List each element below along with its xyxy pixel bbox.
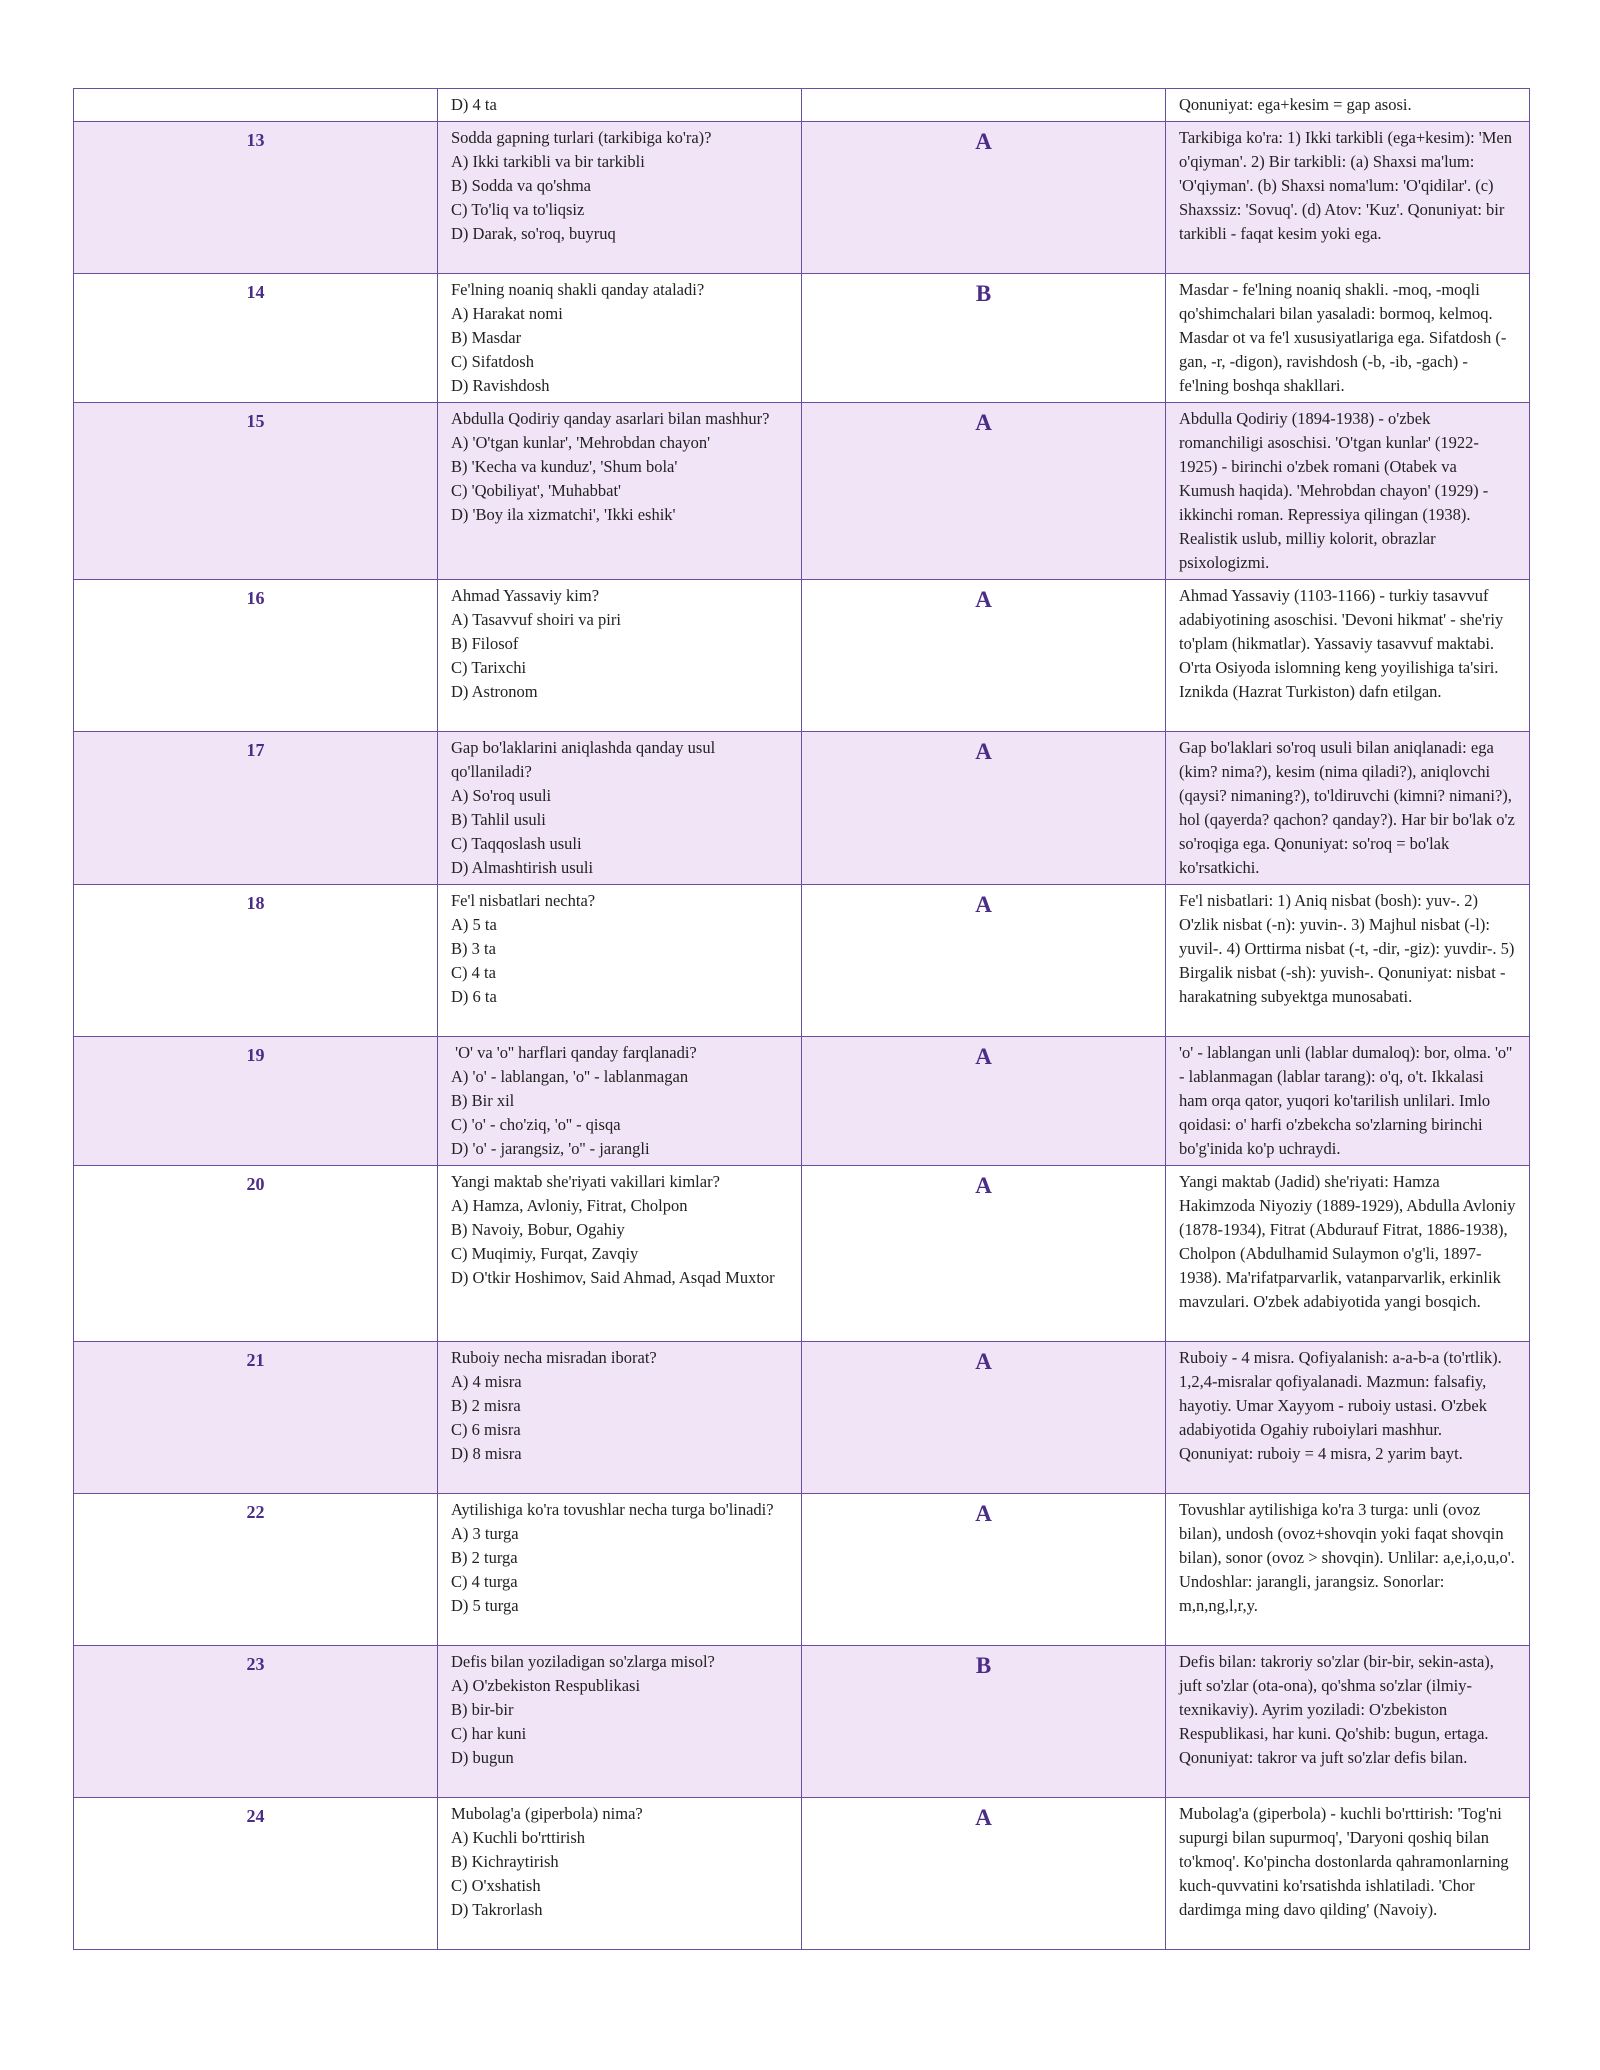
answer-option: A) 3 turga	[451, 1524, 519, 1543]
question-cell	[438, 580, 802, 732]
correct-answer-cell	[802, 1166, 1166, 1342]
answer-option: D) 6 ta	[451, 987, 497, 1006]
question-row	[74, 732, 1530, 885]
answer-option: A) Harakat nomi	[451, 304, 563, 323]
correct-answer-cell	[802, 403, 1166, 580]
question-row	[74, 1342, 1530, 1494]
question-cell	[438, 1342, 802, 1494]
answer-option: D) bugun	[451, 1748, 514, 1767]
answer-option: C) Muqimiy, Furqat, Zavqiy	[451, 1244, 639, 1263]
answer-option: D) 5 turga	[451, 1596, 519, 1615]
correct-answer	[815, 93, 1152, 97]
question-cell	[438, 403, 802, 580]
question-cell	[438, 1798, 802, 1950]
correct-answer: A	[975, 410, 992, 435]
answer-option: A) Hamza, Avloniy, Fitrat, Cholpon	[451, 1196, 688, 1215]
question-number: 14	[246, 282, 265, 302]
question-number: 18	[246, 893, 265, 913]
answer-option: D) 'Boy ila xizmatchi', 'Ikki eshik'	[451, 505, 676, 524]
explanation-text: Tovushlar aytilishiga ko'ra 3 turga: unli (ovoz bilan), undosh (ovoz+shovqin yoki faqat shovqin bilan), sonor (ovoz > shovqin). Unlilar: a,e,i,o,u,o'. Undoshlar: jarangli, jarangsiz. Sonorlar: m,n,ng,l,r,y.	[1179, 1500, 1515, 1615]
explanation-cell	[1166, 89, 1530, 122]
question-number-cell	[74, 1166, 438, 1342]
answer-option: C) Tarixchi	[451, 658, 527, 677]
question-cell	[438, 89, 802, 122]
answer-option: B) 'Kecha va kunduz', 'Shum bola'	[451, 457, 678, 476]
question-number: 15	[246, 411, 265, 431]
question-number: 24	[246, 1806, 265, 1826]
question-number: 23	[246, 1654, 265, 1674]
answer-option: B) bir-bir	[451, 1700, 514, 1719]
explanation-cell	[1166, 274, 1530, 403]
question-cell	[438, 122, 802, 274]
answer-option: A) So'roq usuli	[451, 786, 552, 805]
question-number-cell	[74, 403, 438, 580]
answer-option: D) Darak, so'roq, buyruq	[451, 224, 616, 243]
question-number-cell	[74, 580, 438, 732]
correct-answer: B	[975, 1653, 992, 1678]
answer-option: C) 'Qobiliyat', 'Muhabbat'	[451, 481, 621, 500]
answer-option: C) Taqqoslash usuli	[451, 834, 582, 853]
answer-option: D) Astronom	[451, 682, 538, 701]
explanation-text: Tarkibiga ko'ra: 1) Ikki tarkibli (ega+kesim): 'Men o'qiyman'. 2) Bir tarkibli: (a) Shaxsi ma'lum: 'O'qiyman'. (b) Shaxsi noma'lum: 'O'qidilar'. (c) Shaxssiz: 'Sovuq'. (d) Atov: 'Kuz'. Qonuniyat: bir tarkibli - faqat kesim yoki ega.	[1179, 128, 1512, 243]
explanation-text: Abdulla Qodiriy (1894-1938) - o'zbek romanchiligi asoschisi. 'O'tgan kunlar' (1922-1925) - birinchi o'zbek romani (Otabek va Kumush haqida). 'Mehrobdan chayon' (1929) - ikkinchi roman. Repressiya qilingan (1938). Realistik uslub, milliy kolorit, obrazlar psixologizmi.	[1179, 409, 1489, 572]
answer-option: C) 'o' - cho'ziq, 'o'' - qisqa	[451, 1115, 621, 1134]
correct-answer: A	[975, 1044, 992, 1069]
correct-answer-cell	[802, 122, 1166, 274]
question-row	[74, 403, 1530, 580]
explanation-cell	[1166, 1494, 1530, 1646]
answer-option: D) Takrorlash	[451, 1900, 543, 1919]
explanation-text: Defis bilan: takroriy so'zlar (bir-bir, sekin-asta), juft so'zlar (ota-ona), qo'shma so'zlar (ilmiy-texnikaviy). Ayrim yoziladi: O'zbekiston Respublikasi, har kuni. Qo'shib: bugun, ertaga. Qonuniyat: takror va juft so'zlar defis bilan.	[1179, 1652, 1494, 1767]
answer-option: C) To'liq va to'liqsiz	[451, 200, 585, 219]
question-number-cell	[74, 274, 438, 403]
question-text: Yangi maktab she'riyati vakillari kimlar?	[451, 1172, 720, 1191]
question-cell	[438, 1166, 802, 1342]
correct-answer-cell	[802, 1646, 1166, 1798]
answer-option: A) 5 ta	[451, 915, 497, 934]
answer-option: B) 2 turga	[451, 1548, 518, 1567]
answer-option: D) 4 ta	[451, 95, 497, 114]
question-row	[74, 1166, 1530, 1342]
explanation-cell	[1166, 1166, 1530, 1342]
correct-answer: A	[975, 739, 992, 764]
answer-option: D) 8 misra	[451, 1444, 522, 1463]
correct-answer-cell	[802, 885, 1166, 1037]
correct-answer: A	[975, 1173, 992, 1198]
question-number-cell	[74, 1494, 438, 1646]
answer-option: C) O'xshatish	[451, 1876, 541, 1895]
question-number-cell	[74, 732, 438, 885]
answer-option: B) 2 misra	[451, 1396, 521, 1415]
question-cell	[438, 732, 802, 885]
explanation-text: Ahmad Yassaviy (1103-1166) - turkiy tasavvuf adabiyotining asoschisi. 'Devoni hikmat' - she'riy to'plam (hikmatlar). Yassaviy tasavvuf maktabi. O'rta Osiyoda islomning keng yoyilishiga ta'siri. Iznikda (Hazrat Turkiston) dafn etilgan.	[1179, 586, 1504, 701]
answer-option: B) Sodda va qo'shma	[451, 176, 592, 195]
question-text: Ruboiy necha misradan iborat?	[451, 1348, 657, 1367]
question-cell	[438, 1037, 802, 1166]
answer-option: D) Almashtirish usuli	[451, 858, 594, 877]
correct-answer: A	[975, 587, 992, 612]
answer-option: C) 4 turga	[451, 1572, 518, 1591]
question-text: Abdulla Qodiriy qanday asarlari bilan mashhur?	[451, 409, 770, 428]
answer-option: D) O'tkir Hoshimov, Said Ahmad, Asqad Muxtor	[451, 1268, 775, 1287]
question-number	[87, 93, 424, 95]
question-number-cell	[74, 1037, 438, 1166]
correct-answer: A	[975, 129, 992, 154]
answer-option: A) O'zbekiston Respublikasi	[451, 1676, 641, 1695]
answer-option: A) Kuchli bo'rttirish	[451, 1828, 586, 1847]
answer-option: B) Filosof	[451, 634, 519, 653]
answer-option: A) 4 misra	[451, 1372, 522, 1391]
question-cell	[438, 1494, 802, 1646]
question-number-cell	[74, 122, 438, 274]
question-text: Fe'lning noaniq shakli qanday ataladi?	[451, 280, 705, 299]
question-number: 13	[246, 130, 265, 150]
question-text: Gap bo'laklarini aniqlashda qanday usul qo'llaniladi?	[451, 738, 720, 781]
explanation-text: Mubolag'a (giperbola) - kuchli bo'rttirish: 'Tog'ni supurgi bilan supurmoq', 'Daryoni qoshiq bilan to'kmoq'. Ko'pincha dostonlarda qahramonlarning kuch-quvvatini ko'rsatishda ishlatiladi. 'Chor dardimga ming davo qilding' (Navoiy).	[1179, 1804, 1509, 1919]
answer-option: B) 3 ta	[451, 939, 496, 958]
question-text: Ahmad Yassaviy kim?	[451, 586, 600, 605]
correct-answer-cell	[802, 1037, 1166, 1166]
explanation-cell	[1166, 885, 1530, 1037]
answer-option: B) Bir xil	[451, 1091, 515, 1110]
question-row	[74, 1798, 1530, 1950]
answer-option: B) Masdar	[451, 328, 522, 347]
explanation-cell	[1166, 580, 1530, 732]
correct-answer-cell	[802, 1494, 1166, 1646]
explanation-cell	[1166, 1798, 1530, 1950]
correct-answer-cell	[802, 89, 1166, 122]
question-number: 16	[246, 588, 265, 608]
explanation-text: Fe'l nisbatlari: 1) Aniq nisbat (bosh): yuv-. 2) O'zlik nisbat (-n): yuvin-. 3) Majhul nisbat (-l): yuvil-. 4) Orttirma nisbat (-t, -dir, -giz): yuvdir-. 5) Birgalik nisbat (-sh): yuvish-. Qonuniyat: nisbat - harakatning subyektga munosabati.	[1179, 891, 1515, 1006]
question-text: Mubolag'a (giperbola) nima?	[451, 1804, 643, 1823]
explanation-text: Qonuniyat: ega+kesim = gap asosi.	[1179, 95, 1412, 114]
question-number: 17	[246, 740, 265, 760]
correct-answer-cell	[802, 732, 1166, 885]
correct-answer: A	[975, 892, 992, 917]
question-number-cell	[74, 885, 438, 1037]
answer-option: A) 'O'tgan kunlar', 'Mehrobdan chayon'	[451, 433, 711, 452]
explanation-cell	[1166, 1646, 1530, 1798]
answer-option: A) 'o' - lablangan, 'o'' - lablanmagan	[451, 1067, 689, 1086]
correct-answer: A	[975, 1349, 992, 1374]
explanation-text: Gap bo'laklari so'roq usuli bilan aniqlanadi: ega (kim? nima?), kesim (nima qiladi?), aniqlovchi (qaysi? nimaning?), to'ldiruvchi (kimni? nimani?), hol (qayerda? qachon? qanday?). Har bir bo'lak o'z so'roqiga ega. Qonuniyat: so'roq = bo'lak ko'rsatkichi.	[1179, 738, 1515, 877]
question-number-cell	[74, 1646, 438, 1798]
question-row	[74, 580, 1530, 732]
answer-option: C) 6 misra	[451, 1420, 521, 1439]
question-text: Aytilishiga ko'ra tovushlar necha turga bo'linadi?	[451, 1500, 774, 1519]
question-row	[74, 1037, 1530, 1166]
correct-answer-cell	[802, 274, 1166, 403]
question-number-cell	[74, 1342, 438, 1494]
answer-option: A) Ikki tarkibli va bir tarkibli	[451, 152, 645, 171]
correct-answer: B	[975, 281, 992, 306]
answer-option: A) Tasavvuf shoiri va piri	[451, 610, 621, 629]
answer-option: B) Kichraytirish	[451, 1852, 559, 1871]
question-row	[74, 885, 1530, 1037]
question-text: Fe'l nisbatlari nechta?	[451, 891, 596, 910]
question-number-cell	[74, 1798, 438, 1950]
question-row	[74, 89, 1530, 122]
question-cell	[438, 274, 802, 403]
question-row	[74, 1494, 1530, 1646]
correct-answer-cell	[802, 1798, 1166, 1950]
question-text: Sodda gapning turlari (tarkibiga ko'ra)?	[451, 128, 712, 147]
explanation-text: Yangi maktab (Jadid) she'riyati: Hamza Hakimzoda Niyoziy (1889-1929), Abdulla Avloniy (1878-1934), Fitrat (Abdurauf Fitrat, 1886-1938), Cholpon (Abdulhamid Sulaymon o'g'li, 1897-1938). Ma'rifatparvarlik, vatanparvarlik, erkinlik mavzulari. O'zbek adabiyotida yangi bosqich.	[1179, 1172, 1516, 1311]
question-number: 22	[246, 1502, 265, 1522]
question-number: 20	[246, 1174, 265, 1194]
question-number-cell	[74, 89, 438, 122]
answer-option: D) Ravishdosh	[451, 376, 550, 395]
quiz-table-body	[74, 89, 1530, 1950]
explanation-text: Masdar - fe'lning noaniq shakli. -moq, -moqli qo'shimchalari bilan yasaladi: bormoq, kelmoq. Masdar ot va fe'l xususiyatlariga ega. Sifatdosh (-gan, -r, -digon), ravishdosh (-b, -ib, -gach) - fe'lning boshqa shakllari.	[1179, 280, 1507, 395]
answer-option: C) Sifatdosh	[451, 352, 534, 371]
answer-option: C) har kuni	[451, 1724, 527, 1743]
question-row	[74, 122, 1530, 274]
explanation-cell	[1166, 122, 1530, 274]
explanation-cell	[1166, 732, 1530, 885]
question-cell	[438, 885, 802, 1037]
question-row	[74, 274, 1530, 403]
answer-option: B) Navoiy, Bobur, Ogahiy	[451, 1220, 625, 1239]
explanation-cell	[1166, 1342, 1530, 1494]
explanation-text: 'o' - lablangan unli (lablar dumaloq): bor, olma. 'o'' - lablanmagan (lablar tarang): o'q, o't. Ikkalasi ham orqa qator, yuqori ko'tarilish unlilari. Imlo qoidasi: o' harfi o'zbekcha so'zlarning birinchi bo'g'inida ko'p uchraydi.	[1179, 1043, 1513, 1158]
quiz-table	[73, 88, 1530, 1950]
explanation-cell	[1166, 403, 1530, 580]
answer-option: B) Tahlil usuli	[451, 810, 546, 829]
explanation-text: Ruboiy - 4 misra. Qofiyalanish: a-a-b-a (to'rtlik). 1,2,4-misralar qofiyalanadi. Mazmun: falsafiy, hayotiy. Umar Xayyom - ruboiy ustasi. O'zbek adabiyotida Ogahiy ruboiylari mashhur. Qonuniyat: ruboiy = 4 misra, 2 yarim bayt.	[1179, 1348, 1502, 1463]
question-row	[74, 1646, 1530, 1798]
question-number: 21	[246, 1350, 265, 1370]
question-number: 19	[246, 1045, 265, 1065]
correct-answer-cell	[802, 1342, 1166, 1494]
explanation-cell	[1166, 1037, 1530, 1166]
answer-option: C) 4 ta	[451, 963, 496, 982]
question-text: Defis bilan yoziladigan so'zlarga misol?	[451, 1652, 715, 1671]
question-text: 'O' va 'o'' harflari qanday farqlanadi?	[451, 1043, 697, 1062]
correct-answer: A	[975, 1805, 992, 1830]
question-cell	[438, 1646, 802, 1798]
correct-answer: A	[975, 1501, 992, 1526]
correct-answer-cell	[802, 580, 1166, 732]
answer-option: D) 'o' - jarangsiz, 'o'' - jarangli	[451, 1139, 650, 1158]
